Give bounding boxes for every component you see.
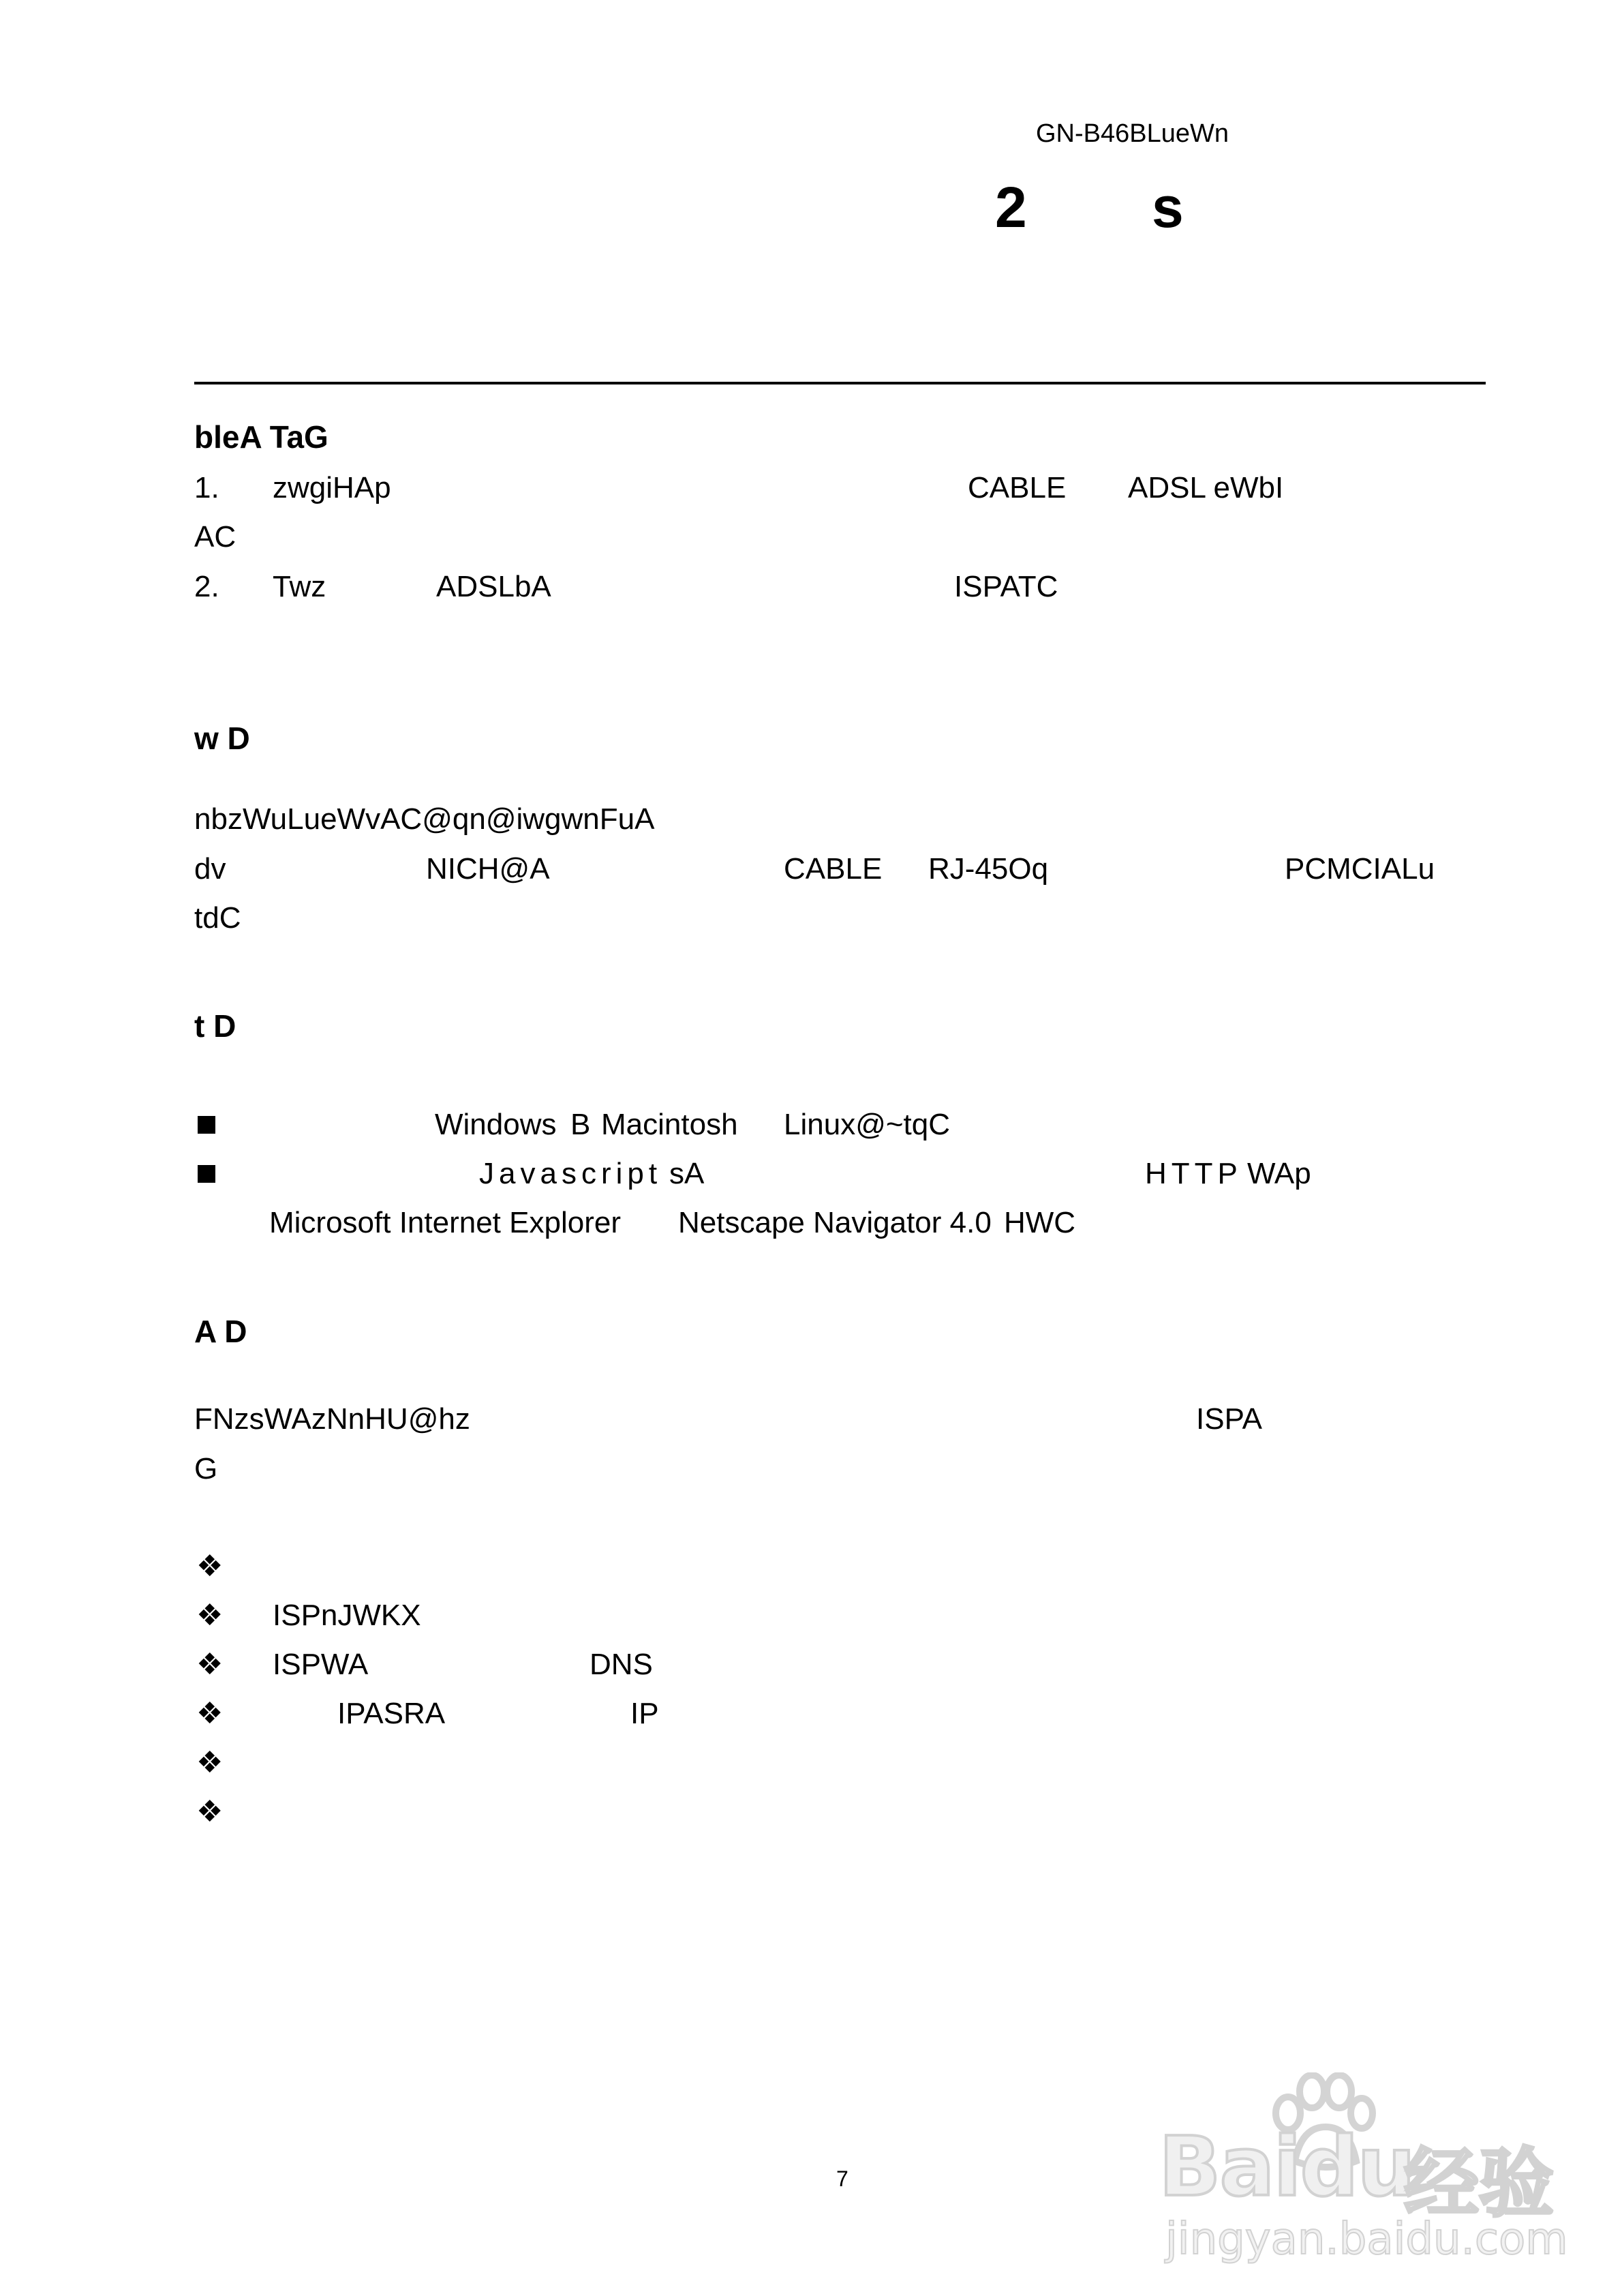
list-item-text: DNS — [590, 1648, 653, 1681]
list-item-text: ISPATC — [954, 570, 1058, 603]
section-heading-hardware: w D — [194, 721, 250, 756]
chapter-title: s — [1152, 175, 1184, 239]
bullet-continuation: Netscape Navigator 4.0 — [678, 1206, 992, 1239]
bullet-text: Javascript — [479, 1157, 662, 1190]
list-item-text: IP — [630, 1697, 659, 1730]
list-number: 1. — [194, 471, 219, 504]
section-heading-requirements: bleA TaG — [194, 419, 328, 455]
list-item-text: Twz — [273, 570, 326, 603]
paragraph-text: NICH@A — [426, 852, 550, 886]
bullet-text: B — [570, 1108, 591, 1141]
title-divider — [194, 382, 1486, 384]
paragraph-line: nbzWuLueWvAC@qn@iwgwnFuA — [194, 802, 655, 836]
paragraph-text: dv — [194, 852, 226, 886]
watermark-brand: Baidu — [1159, 2120, 1414, 2215]
list-item-text: IPASRA — [337, 1697, 446, 1730]
bullet-text: Windows — [435, 1108, 557, 1141]
diamond-bullet-icon: ❖ — [196, 1745, 224, 1780]
paragraph-text: PCMCIALu — [1285, 852, 1435, 886]
list-item-text: ADSLbA — [436, 570, 551, 603]
paragraph-line: G — [194, 1452, 218, 1485]
paragraph-text: CABLE — [784, 852, 883, 886]
diamond-bullet-icon: ❖ — [196, 1549, 224, 1584]
bullet-text: sA — [669, 1157, 705, 1190]
diamond-bullet-icon: ❖ — [196, 1696, 224, 1731]
list-item-text: zwgiHAp — [273, 471, 391, 504]
bullet-continuation: Microsoft Internet Explorer — [269, 1206, 621, 1239]
watermark-cn: 经验 — [1404, 2140, 1554, 2227]
diamond-bullet-icon: ❖ — [196, 1794, 224, 1829]
watermark-url: jingyan.baidu.com — [1165, 2214, 1568, 2265]
list-item-text: AC — [194, 520, 236, 554]
bullet-text: WAp — [1247, 1157, 1311, 1190]
paragraph-text: ISPA — [1196, 1402, 1263, 1436]
diamond-bullet-icon: ❖ — [196, 1647, 224, 1682]
section-heading-network-info: A D — [194, 1314, 247, 1349]
bullet-text: Linux@~tqC — [784, 1108, 951, 1141]
document-header-model: GN-B46BLueWn — [1036, 119, 1229, 148]
bullet-square-icon — [198, 1165, 215, 1183]
diamond-bullet-icon: ❖ — [196, 1598, 224, 1633]
bullet-continuation: HWC — [1004, 1206, 1076, 1239]
section-heading-software: t D — [194, 1008, 236, 1044]
list-number: 2. — [194, 570, 219, 603]
paragraph-line: tdC — [194, 901, 241, 935]
list-item-text: ISPWA — [273, 1648, 369, 1681]
list-item-text: ISPnJWKX — [273, 1599, 421, 1632]
bullet-text: HTTP — [1145, 1157, 1242, 1190]
chapter-number: 2 — [995, 175, 1027, 239]
paragraph-text: FNzsWAzNnHU@hz — [194, 1402, 470, 1436]
bullet-square-icon — [198, 1116, 215, 1134]
page-number: 7 — [836, 2166, 848, 2191]
paragraph-text: RJ-45Oq — [928, 852, 1049, 886]
list-item-text: ADSL eWbI — [1128, 471, 1284, 504]
bullet-text: Macintosh — [601, 1108, 738, 1141]
list-item-text: CABLE — [968, 471, 1067, 504]
